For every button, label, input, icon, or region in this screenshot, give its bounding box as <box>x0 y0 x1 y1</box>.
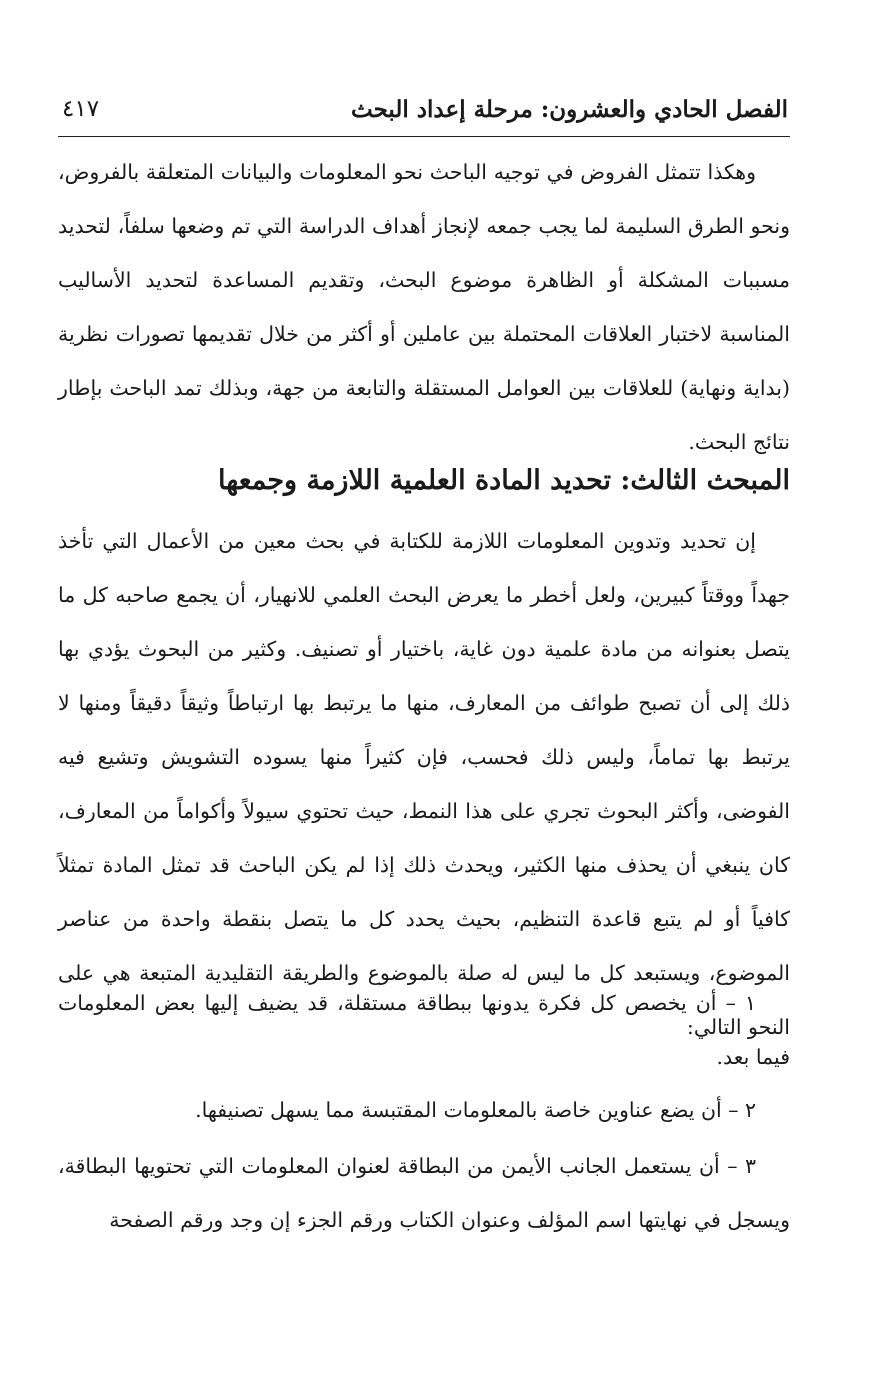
paragraph-block <box>58 145 790 469</box>
page-number: ٤١٧ <box>62 96 100 122</box>
list-item <box>58 976 790 1084</box>
list-item-text: ١ – أن يخصص كل فكرة يدونها ببطاقة مستقلة، قد يضيف إليها بعض المعلومات فيما بعد. <box>58 991 790 1069</box>
list-item <box>58 1139 790 1247</box>
chapter-title: الفصل الحادي والعشرون: مرحلة إعداد البحث <box>351 96 788 123</box>
section-heading-block <box>58 455 790 507</box>
list-item-text: ٣ – أن يستعمل الجانب الأيمن من البطاقة لعنوان المعلومات التي تحتويها البطاقة، ويسجل في نهايتها اسم المؤلف وعنوان الكتاب ورقم الجزء إن وجد ورقم الصفحة <box>58 1154 790 1232</box>
paragraph-block <box>58 514 790 1054</box>
section-heading: المبحث الثالث: تحديد المادة العلمية اللازمة وجمعها <box>218 465 790 496</box>
paragraph-main: إن تحديد وتدوين المعلومات اللازمة للكتابة في بحث معين من الأعمال التي تأخذ جهداً ووقتاً كبيرين، ولعل أخطر ما يعرض البحث العلمي للانهيار، أن يجمع صاحبه كل ما يتصل بعنوانه من مادة علمية دون غاية، باختيار أو تصنيف. وكثير من البحوث يؤدي بها ذلك إلى أن تصبح طوائف من المعارف، منها ما يرتبط بها ارتباطاً وثيقاً دقيقاً ومنها لا يرتبط بها تماماً، وليس ذلك فحسب، فإن كثيراً منها يسوده التشويش وتشيع فيه الفوضى، وأكثر البحوث تجري على هذا النمط، حيث تحتوي سيولاً وأكواماً من المعارف، كان ينبغي أن يحذف منها الكثير، ويحدث ذلك إذا لم يكن الباحث قد تمثل المادة تمثلاً كافياً أو لم يتبع قاعدة التنظيم، بحيث يحدد كل ما يتصل بنقطة واحدة من عناصر الموضوع، ويستبعد كل ما ليس له صلة بالموضوع والطريقة التقليدية المتبعة هي على النحو التالي: <box>58 529 790 1039</box>
paragraph-intro: وهكذا تتمثل الفروض في توجيه الباحث نحو المعلومات والبيانات المتعلقة بالفروض، ونحو الطرق السليمة لما يجب جمعه لإنجاز أهداف الدراسة التي تم وضعها سلفاً، لتحديد مسببات المشكلة أو الظاهرة موضوع البحث، وتقديم المساعدة لتحديد الأساليب المناسبة لاختبار العلاقات المحتملة بين عاملين أو أكثر من خلال تقديمها تصورات نظرية (بداية ونهاية) للعلاقات بين العوامل المستقلة والتابعة من جهة، وبذلك تمد الباحث بإطار نتائج البحث. <box>58 160 790 454</box>
list-item-text: ٢ – أن يضع عناوين خاصة بالمعلومات المقتبسة مما يسهل تصنيفها. <box>195 1098 756 1122</box>
header-divider <box>58 136 790 137</box>
running-head <box>58 92 788 134</box>
list-item <box>58 1083 790 1137</box>
